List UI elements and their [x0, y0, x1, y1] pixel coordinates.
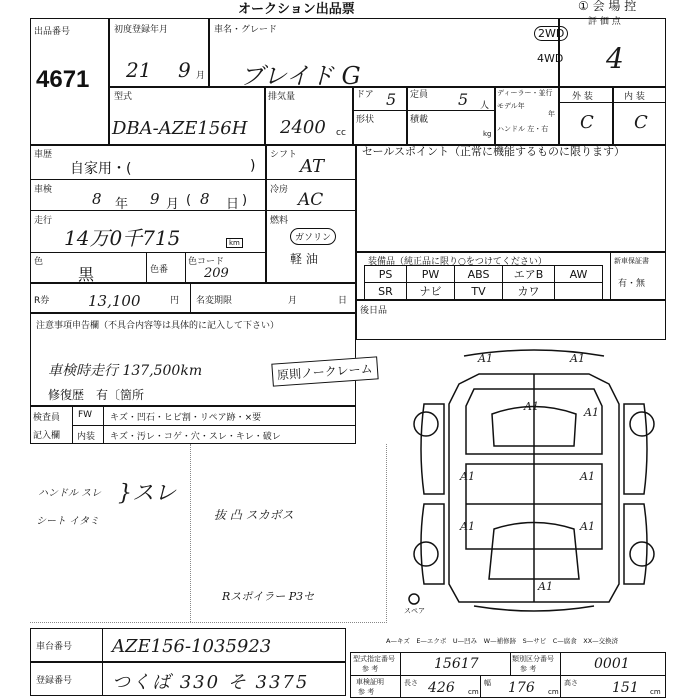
inspector-label-2: 記入欄 [33, 431, 61, 441]
recycle-label: R券 [34, 296, 50, 306]
shift-label: シフト [270, 150, 298, 160]
ac-label: 冷房 [270, 185, 289, 195]
drive-2wd: 2WD [534, 26, 568, 41]
length-value: 426 [428, 680, 455, 696]
height-unit: cm [650, 688, 661, 696]
inspector-row1: キズ・凹石・ヒビ割・リペア跡・×要 [110, 413, 262, 423]
color-num-label: 色番 [150, 265, 169, 275]
lot-number: 4671 [36, 66, 90, 93]
fuel-gasoline: ガソリン [290, 228, 336, 245]
sales-point-block [356, 145, 666, 252]
damage-mark-3: A1 [524, 400, 539, 413]
damage-mark-9: A1 [538, 580, 553, 593]
equip-navi: ナビ [407, 283, 455, 300]
damage-mark-6: A1 [580, 470, 595, 483]
chassis-label: 車台番号 [36, 642, 73, 652]
recycle-unit: 円 [170, 296, 180, 306]
color-label: 色 [34, 257, 44, 267]
designation-label: 型式指定番号 [353, 655, 395, 663]
limit-day: 日 [338, 296, 348, 306]
inspection-day-open: ( [186, 193, 192, 208]
inspection-day-unit: 日 [226, 197, 240, 212]
damage-mark-2: A1 [570, 352, 585, 365]
inspection-year: 8 [92, 190, 102, 208]
inspection-label: 車検 [34, 185, 53, 195]
cert-sub: 参 考 [358, 688, 375, 696]
equip-leather: カワ [503, 283, 555, 300]
inspection-month-unit: 月 [166, 197, 180, 212]
color-code-value: 209 [204, 266, 229, 281]
equipment-label: 装備品（純正品に限り○をつけてください） [368, 257, 547, 267]
sales-point-label: セールスポイント（正常に機能するものに限ります） [362, 145, 626, 158]
displacement-value: 2400 [280, 117, 326, 138]
equip-ps: PS [365, 266, 407, 283]
displacement-label: 排気量 [268, 92, 296, 102]
model-name-value: ブレイド G [240, 62, 361, 90]
width-unit: cm [548, 688, 559, 696]
designation-sub: 参 考 [362, 665, 379, 673]
remark-seat: シート イタミ [36, 516, 100, 527]
damage-mark-1: A1 [478, 352, 493, 365]
remark-handle: ハンドル スレ [38, 488, 102, 499]
spare-label: スペア [404, 607, 425, 615]
color-value: 黒 [78, 265, 95, 284]
warranty-value: 有・無 [618, 279, 646, 289]
length-unit: cm [468, 688, 479, 696]
cert-label: 車検証明 [356, 678, 384, 686]
designation-value: 15617 [434, 656, 479, 672]
class-code-sub: 参 考 [520, 665, 537, 673]
remark-center: 抜 凸 スカボス [214, 508, 294, 522]
remark-left-note: }スレ [118, 481, 176, 506]
equip-aw: AW [555, 266, 603, 283]
mileage-value: 14万0千715 [64, 226, 181, 250]
inspector-label-1: 検査員 [33, 413, 61, 423]
equipment-grid [364, 265, 603, 300]
interior-grade: C [634, 112, 648, 133]
evaluation-score: 4 [606, 42, 624, 75]
damage-mark-4: A1 [584, 406, 599, 419]
doors-value: 5 [386, 90, 397, 109]
displacement-unit: cc [336, 128, 346, 138]
notes-line1: 車検時走行 137,500km [48, 363, 203, 379]
evaluation-label: 評 価 点 [588, 17, 621, 27]
inspector-row2: キズ・汚レ・コゲ・穴・スレ・キレ・破レ [110, 432, 281, 442]
remarks-area [30, 444, 387, 623]
legend-text: A—キズ E—エクボ U—凹み W—補修跡 S—サビ C—腐食 XX—交換済 [386, 637, 619, 645]
usage-label: 車歴 [34, 150, 53, 160]
claim-stamp: 原則ノークレーム [271, 356, 378, 386]
inspection-month: 9 [150, 190, 160, 208]
usage-value: 自家用・( [70, 161, 132, 177]
equip-tv: TV [455, 283, 503, 300]
header-title: オークション出品票 [238, 2, 355, 17]
height-value: 151 [612, 680, 639, 696]
notes-line2: 修復歴 有〔箇所 [48, 388, 145, 402]
registration-month: 9 [178, 58, 191, 82]
load-unit: kg [483, 130, 492, 138]
load-label: 積載 [410, 115, 429, 125]
registration-label: 初度登録年月 [114, 25, 169, 35]
mileage-label: 走行 [34, 216, 53, 226]
doors-label: ドア [356, 90, 374, 100]
class-code-label: 類別区分番号 [512, 655, 554, 663]
notes-label: 注意事項申告欄（不具合内容等は具体的に記入して下さい） [36, 321, 280, 331]
color-code-label: 色コード [188, 257, 225, 267]
exterior-grade: C [580, 112, 594, 133]
warranty-label: 新車保証書 [614, 257, 649, 265]
height-label: 高さ [564, 679, 578, 687]
lot-label: 出品番号 [34, 27, 71, 37]
limit-month: 月 [288, 296, 298, 306]
registration-year: 21 [126, 58, 152, 82]
inspector-fw: FW [78, 410, 93, 420]
shift-value: AT [300, 156, 325, 177]
post-install-label: 後日品 [360, 306, 388, 316]
remarks-divider [190, 444, 191, 622]
exterior-label: 外 装 [572, 92, 593, 102]
equip-sr: SR [365, 283, 407, 300]
length-label: 長さ [404, 679, 418, 687]
shape-label: 形状 [356, 115, 375, 125]
car-diagram [404, 344, 664, 614]
chassis-value: AZE156-1035923 [112, 636, 272, 657]
damage-mark-7: A1 [460, 520, 475, 533]
model-code-label: 型式 [114, 92, 133, 102]
model-year-label: モデル年 [497, 102, 525, 110]
capacity-unit: 人 [480, 101, 490, 111]
recycle-value: 13,100 [88, 292, 141, 310]
inspection-year-unit: 年 [115, 197, 129, 212]
registration-month-unit: 月 [196, 71, 206, 81]
equip-pw: PW [407, 266, 455, 283]
post-install-block [356, 300, 666, 340]
inspector-interior: 内装 [77, 432, 96, 442]
model-name-label: 車名・グレード [214, 25, 278, 35]
plate-label: 登録番号 [36, 676, 73, 686]
usage-close: ) [250, 158, 256, 174]
fuel-label: 燃料 [270, 216, 289, 226]
mileage-unit: km [226, 238, 243, 248]
handle-label: ハンドル 左・右 [497, 125, 549, 133]
equip-airbag: エアB [503, 266, 555, 283]
model-code-value: DBA-AZE156H [112, 118, 248, 139]
inspection-day-close: ) [242, 193, 248, 208]
equip-blank [555, 283, 603, 300]
interior-label: 内 装 [624, 92, 645, 102]
inspection-day: 8 [200, 190, 210, 208]
width-label: 幅 [484, 679, 491, 687]
damage-mark-5: A1 [460, 470, 475, 483]
limit-label: 名変期限 [196, 296, 233, 306]
width-value: 176 [508, 680, 535, 696]
fuel-diesel: 軽 油 [290, 252, 318, 266]
capacity-label: 定員 [410, 90, 429, 100]
dealer-label: ディーラー・並行 [497, 89, 553, 97]
equip-abs: ABS [455, 266, 503, 283]
ac-value: AC [298, 190, 324, 210]
remark-spoiler: Rスポイラー P3セ [222, 590, 315, 603]
class-code-value: 0001 [594, 656, 630, 672]
damage-mark-8: A1 [580, 520, 595, 533]
drive-4wd: 4WD [537, 52, 564, 65]
venue-label: ① 会 場 控 [578, 0, 637, 13]
capacity-value: 5 [458, 90, 469, 109]
model-year-unit: 年 [548, 110, 555, 118]
recycle-row [30, 283, 356, 313]
plate-value: つくば 330 そ 3375 [112, 672, 310, 693]
